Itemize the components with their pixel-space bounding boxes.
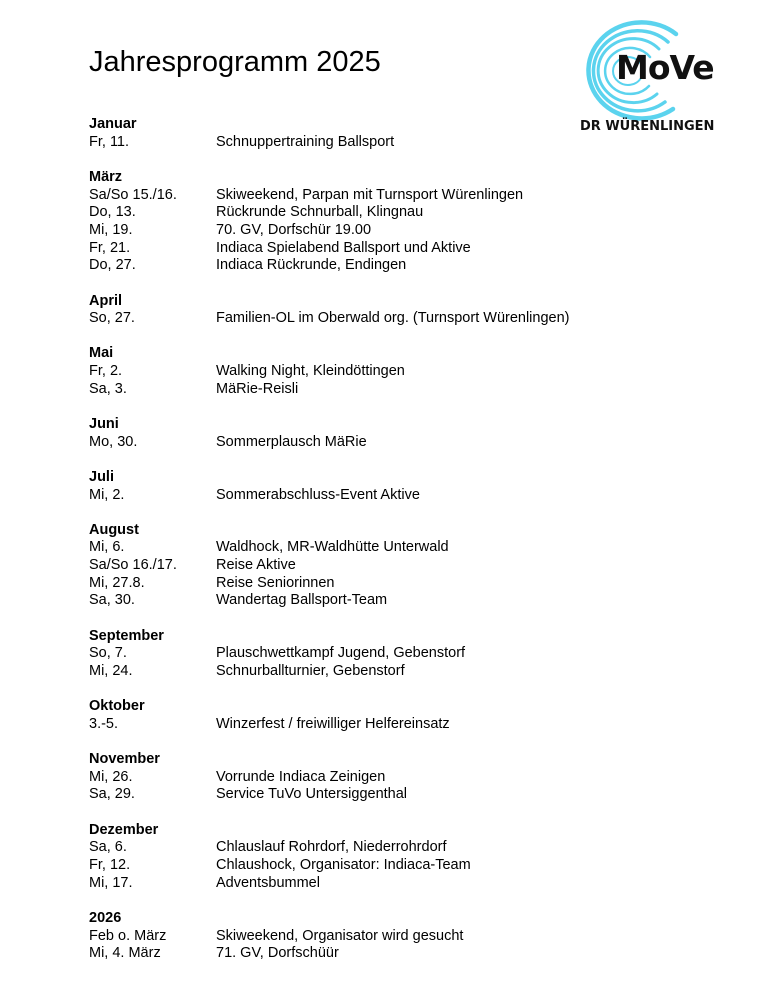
month-section [89,416,689,451]
event-row [89,786,689,804]
event-date: Mi, 6. [89,539,125,556]
logo-wordmark: MoVe [616,48,714,87]
event-description: Schnurballturnier, Gebenstorf [216,663,405,679]
event-date: Fr, 12. [89,857,131,873]
event-date: Fr, 21. [89,239,131,256]
event-row [89,363,689,381]
event-date: Fr, 11. [89,133,130,150]
event-description: Waldhock, MR-Waldhütte Unterwald [216,539,449,556]
event-date: Mo, 30. [89,433,138,450]
month-heading: August [89,521,139,538]
month-heading: April [89,292,123,309]
event-date: So, 7. [89,645,127,662]
month-section [89,169,689,275]
event-description: Sommerplausch MäRie [216,433,367,450]
event-description: 71. GV, Dorfschüür [216,945,339,962]
event-description: Rückrunde Schnurball, Klingnau [216,204,424,221]
event-description: Chlauslauf Rohrdorf, Niederrohrdorf [216,839,447,856]
event-description: Sommerabschluss-Event Aktive [216,486,420,503]
event-row [89,716,689,734]
event-row [89,839,689,857]
month-heading: Januar [89,116,137,132]
event-description: Reise Aktive [216,557,296,574]
event-row [89,539,689,557]
event-date: Do, 13. [89,204,136,221]
event-row [89,240,689,258]
event-date: So, 27. [89,310,135,327]
event-description: Indiaca Spielabend Ballsport und Aktive [216,239,471,256]
month-section [89,469,689,504]
event-row [89,575,689,593]
month-heading: Mai [89,345,114,362]
month-section [89,345,689,398]
month-heading: Juli [89,468,114,485]
month-heading: Oktober [89,698,145,715]
event-row [89,557,689,575]
event-row [89,381,689,399]
event-description: 70. GV, Dorfschür 19.00 [216,221,372,238]
month-section [89,628,689,681]
event-row [89,257,689,275]
event-date: Mi, 26. [89,768,133,785]
month-section [89,116,689,151]
event-row [89,434,689,452]
logo-subtitle: DR WÜRENLINGEN [580,119,715,134]
event-description: Plauschwettkampf Jugend, Gebenstorf [216,645,466,662]
event-row [89,592,689,610]
event-date: Do, 27. [89,257,136,274]
event-description: Reise Seniorinnen [216,574,335,591]
event-description: Winzerfest / freiwilliger Helfereinsatz [216,715,450,732]
month-heading: November [89,751,160,768]
event-date: Mi, 2. [89,486,125,503]
event-description: Indiaca Rückrunde, Endingen [216,257,407,274]
annual-program [89,116,689,980]
event-description: Adventsbummel [216,874,320,891]
event-description: Skiweekend, Organisator wird gesucht [216,927,464,944]
month-heading: 2026 [89,909,122,926]
event-date: Mi, 4. März [89,945,161,962]
event-row [89,875,689,893]
month-heading: Dezember [89,821,159,838]
event-description: Chlaushock, Organisator: Indiaca-Team [216,857,471,873]
event-date: Mi, 27.8. [89,574,145,591]
event-row [89,928,689,946]
event-date: Sa, 3. [89,380,127,397]
month-heading: Juni [89,415,119,432]
event-description: Skiweekend, Parpan mit Turnsport Würenlingen [216,186,524,203]
event-row [89,222,689,240]
event-date: Fr, 2. [89,363,123,380]
event-date: Mi, 19. [89,221,133,238]
month-section [89,293,689,328]
event-date: Sa, 29. [89,786,135,803]
page-title: Jahresprogramm 2025 [89,46,381,78]
event-row [89,134,689,152]
event-date: Mi, 24. [89,663,133,679]
event-row [89,857,689,875]
month-section [89,522,689,610]
event-date: Sa/So 16./17. [89,557,177,574]
event-date: Feb o. März [89,927,167,944]
event-description: Schnuppertraining Ballsport [216,133,395,150]
month-section [89,751,689,804]
month-section [89,822,689,893]
event-description: Vorrunde Indiaca Zeinigen [216,768,386,785]
event-description: Wandertag Ballsport-Team [216,592,388,609]
month-heading: September [89,627,164,644]
event-row [89,310,689,328]
event-row [89,663,689,681]
event-date: Sa/So 15./16. [89,186,177,203]
event-date: Sa, 30. [89,592,135,609]
event-row [89,945,689,963]
event-description: Walking Night, Kleindöttingen [216,363,405,380]
event-date: Sa, 6. [89,839,127,856]
event-description: Familien-OL im Oberwald org. (Turnsport Würenlingen) [216,310,570,327]
event-description: MäRie-Reisli [216,380,299,397]
event-date: Mi, 17. [89,874,133,891]
month-section [89,698,689,733]
event-row [89,487,689,505]
event-row [89,187,689,205]
event-description: Service TuVo Untersiggenthal [216,786,408,803]
month-section [89,910,689,963]
month-heading: März [89,168,123,185]
event-row [89,769,689,787]
event-date: 3.-5. [89,715,119,732]
event-row [89,645,689,663]
event-row [89,204,689,222]
